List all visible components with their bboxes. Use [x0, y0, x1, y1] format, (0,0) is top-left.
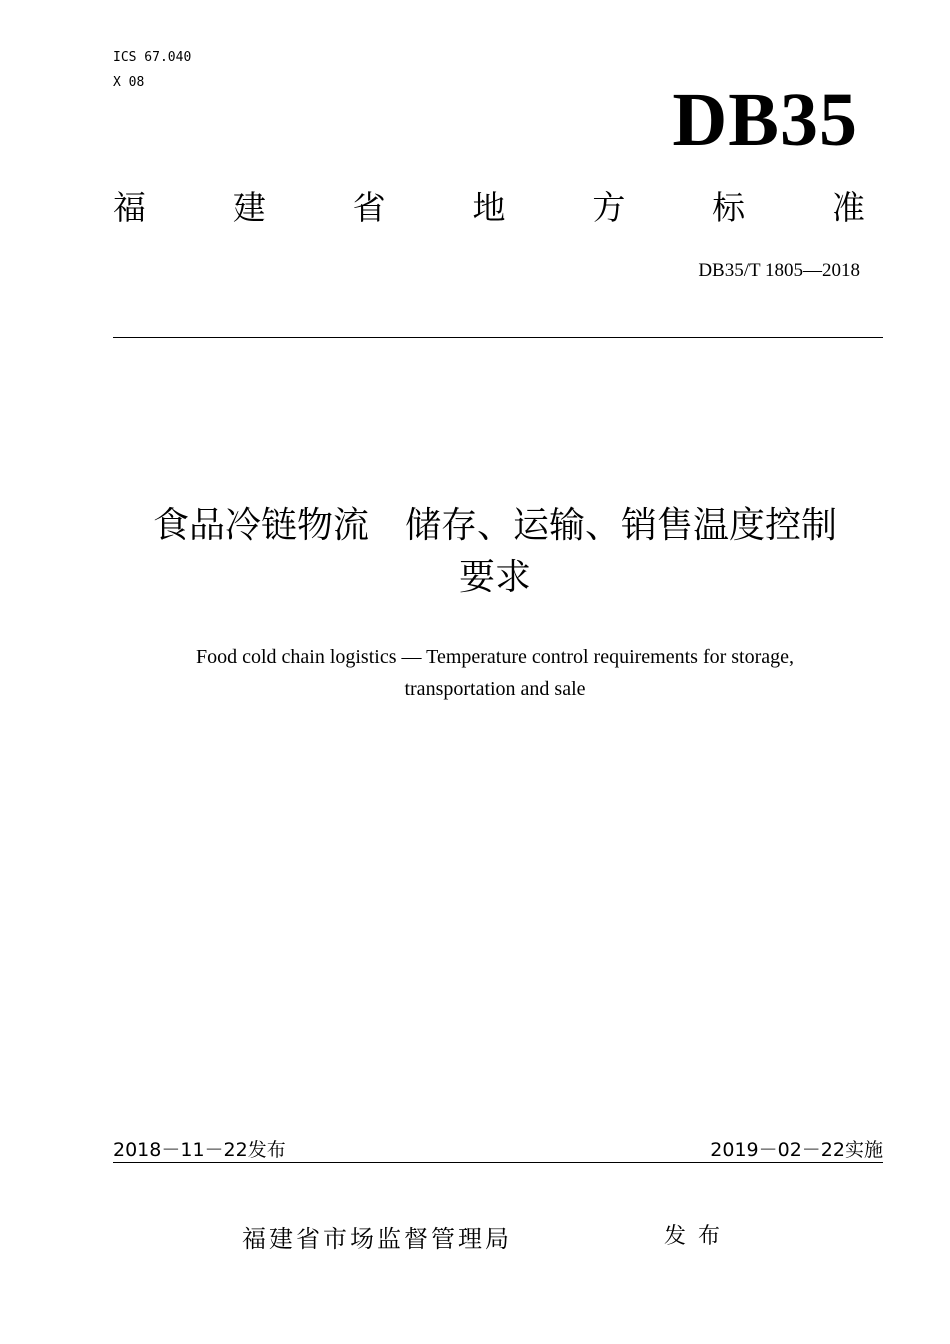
implementation-date: 2019－02－22实施 — [710, 1139, 883, 1161]
standard-type-char: 方 — [592, 188, 626, 227]
standard-type-char: 建 — [232, 188, 266, 227]
issue-date: 2018－11－22发布 — [113, 1139, 286, 1161]
issuing-authority: 福建省市场监督管理局 — [242, 1225, 512, 1253]
title-english-line-1: Food cold chain logistics — Temperature control requirements for storage, — [195, 646, 795, 668]
title-chinese-line-1: 食品冷链物流 储存、运输、销售温度控制 — [152, 505, 837, 546]
ics-code: ICS 67.040 — [113, 50, 192, 65]
standard-type-char: 准 — [831, 188, 865, 227]
classification-code: X 08 — [113, 75, 145, 90]
standard-type-char: 标 — [712, 188, 746, 227]
title-english-line-2: transportation and sale — [404, 678, 586, 700]
title-english — [95, 641, 895, 705]
issue-label: 发布 — [664, 1224, 733, 1249]
standard-type — [113, 186, 865, 230]
db-mark: DB35 — [672, 78, 858, 162]
title-chinese — [95, 500, 895, 604]
title-chinese-line-2: 要求 — [458, 557, 531, 598]
top-divider — [113, 337, 883, 338]
standard-type-char: 地 — [472, 188, 506, 227]
standard-type-char: 福 — [113, 188, 146, 227]
standard-number: DB35/T 1805—2018 — [698, 260, 860, 281]
bottom-divider — [113, 1162, 883, 1163]
standard-type-char: 省 — [352, 188, 386, 227]
